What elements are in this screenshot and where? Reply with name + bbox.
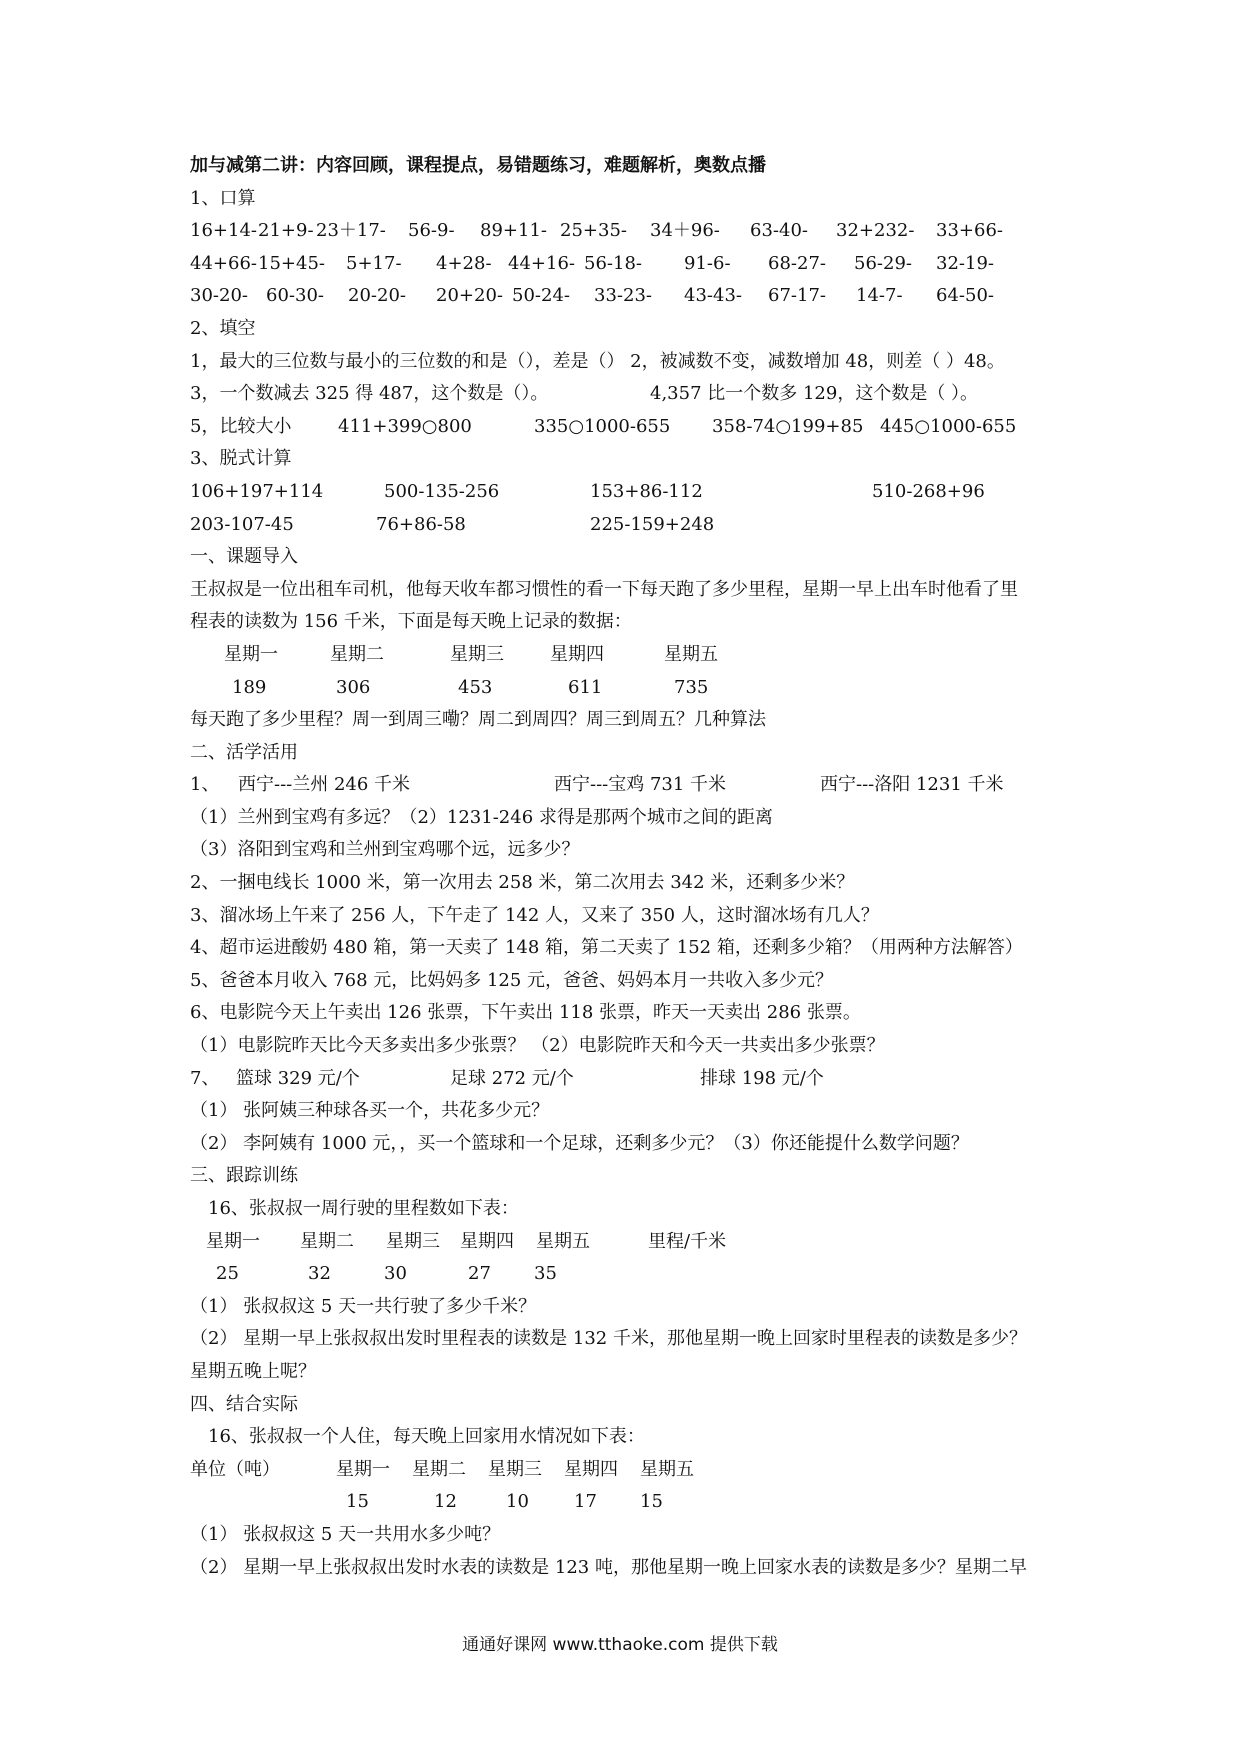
compare-label: 5，比较大小 bbox=[190, 415, 292, 437]
intro-paragraph: 王叔叔是一位出租车司机，他每天收车都习惯性的看一下每天跑了多少里程，星期一早上出车时他看了里 bbox=[190, 578, 1018, 600]
section-intro-heading: 一、课题导入 bbox=[190, 546, 298, 568]
page-title: 加与减第二讲：内容回顾，课程提点，易错题练习，难题解析，奥数点播 bbox=[190, 155, 766, 176]
oral-calc-item: 5+17- bbox=[346, 252, 402, 274]
distance-item: 西宁---兰州 246 千米 bbox=[238, 774, 411, 796]
question-text: （1）兰州到宝鸡有多远？（2）1231-246 求得是那两个城市之间的距离 bbox=[190, 806, 773, 828]
compare-item: 445○1000-655 bbox=[880, 415, 1017, 437]
section-fill-blank-heading: 2、填空 bbox=[190, 317, 256, 339]
question-text: （2） 李阿姨有 1000 元，，买一个篮球和一个足球，还剩多少元？（3）你还能提什么数学问题？ bbox=[190, 1132, 969, 1154]
day-label: 星期二 bbox=[330, 643, 384, 665]
question-text: （1）电影院昨天比今天多卖出多少张票？ （2）电影院昨天和今天一共卖出多少张票？ bbox=[190, 1035, 885, 1057]
table-header: 星期三 bbox=[488, 1458, 542, 1480]
oral-calc-item: 20-20- bbox=[348, 285, 406, 307]
mileage-values-row bbox=[190, 1258, 1090, 1291]
odometer-value: 453 bbox=[458, 676, 493, 698]
table-header: 星期四 bbox=[460, 1230, 514, 1252]
real-life-intro: 16、张叔叔一个人住，每天晚上回家用水情况如下表： bbox=[208, 1426, 645, 1448]
oral-calc-item: 91-6- bbox=[684, 252, 731, 274]
table-header: 星期二 bbox=[412, 1458, 466, 1480]
fill-blank-q4: 4,357 比一个数多 129，这个数是（ ）。 bbox=[650, 383, 979, 405]
step-calc-item: 225-159+248 bbox=[590, 513, 715, 535]
section-oral-calc-heading: 1、口算 bbox=[190, 187, 256, 209]
footer-source: 通通好课网 www.tthaoke.com 提供下载 bbox=[462, 1635, 778, 1655]
oral-calc-item: 34＋96- bbox=[650, 220, 720, 242]
distance-row bbox=[190, 769, 1090, 802]
odometer-value: 735 bbox=[674, 676, 709, 698]
table-cell: 12 bbox=[434, 1491, 457, 1513]
step-calc-item: 510-268+96 bbox=[872, 480, 985, 502]
oral-calc-item: 32+232- bbox=[836, 220, 915, 242]
water-header-row bbox=[190, 1454, 1090, 1487]
oral-calc-item: 15+45- bbox=[258, 252, 325, 274]
step-calc-item: 500-135-256 bbox=[384, 480, 500, 502]
fill-blank-q3: 3，一个数减去 325 得 487，这个数是（）。 bbox=[190, 383, 549, 405]
oral-calc-item: 44+66- bbox=[190, 252, 257, 274]
odometer-values-row bbox=[190, 672, 1090, 705]
oral-calc-item: 60-30- bbox=[266, 285, 324, 307]
question-number: 1、 bbox=[190, 774, 220, 796]
practice-intro: 16、张叔叔一周行驶的里程数如下表： bbox=[208, 1198, 519, 1219]
table-header: 单位（吨） bbox=[190, 1458, 280, 1480]
odometer-value: 189 bbox=[232, 676, 267, 698]
oral-calc-item: 56-9- bbox=[408, 220, 455, 242]
table-cell: 32 bbox=[308, 1263, 331, 1285]
ball-price-row bbox=[190, 1063, 1090, 1096]
table-cell: 10 bbox=[506, 1491, 529, 1513]
oral-calc-item: 44+16- bbox=[508, 252, 575, 274]
section-real-life-heading: 四、结合实际 bbox=[190, 1393, 298, 1415]
table-header: 里程/千米 bbox=[648, 1230, 727, 1252]
section-practice-heading: 三、跟踪训练 bbox=[190, 1165, 298, 1187]
oral-calc-item: 56-18- bbox=[584, 252, 642, 274]
question-text: 5、爸爸本月收入 768 元，比妈妈多 125 元，爸爸、妈妈本月一共收入多少元？ bbox=[190, 969, 834, 991]
table-cell: 27 bbox=[468, 1263, 491, 1285]
oral-calc-item: 23＋17- bbox=[316, 220, 386, 242]
step-calc-item: 106+197+114 bbox=[190, 480, 324, 502]
step-calc-item: 203-107-45 bbox=[190, 513, 294, 535]
day-label: 星期五 bbox=[664, 643, 718, 665]
oral-calc-item: 89+11- bbox=[480, 220, 547, 242]
table-cell: 25 bbox=[216, 1263, 239, 1285]
oral-calc-item: 33-23- bbox=[594, 285, 652, 307]
compare-item: 335○1000-655 bbox=[534, 415, 671, 437]
mileage-header-row bbox=[190, 1226, 1090, 1259]
question-text: 6、电影院今天上午卖出 126 张票，下午卖出 118 张票，昨天一天卖出 286 张票。 bbox=[190, 1002, 861, 1024]
distance-item: 西宁---洛阳 1231 千米 bbox=[820, 774, 1004, 796]
question-text: 星期五晚上呢？ bbox=[190, 1360, 316, 1382]
question-text: （1） 张阿姨三种球各买一个，共花多少元？ bbox=[190, 1100, 550, 1122]
question-text: （2） 星期一早上张叔叔出发时水表的读数是 123 吨，那他星期一晚上回家水表的读数是多少？星期二早 bbox=[190, 1556, 1027, 1578]
step-calc-item: 76+86-58 bbox=[376, 513, 466, 535]
odometer-days-row bbox=[190, 639, 1090, 672]
question-text: （1） 张叔叔这 5 天一共用水多少吨？ bbox=[190, 1523, 501, 1545]
oral-calc-item: 63-40- bbox=[750, 220, 808, 242]
odometer-value: 611 bbox=[568, 676, 603, 698]
oral-calc-item: 50-24- bbox=[512, 285, 570, 307]
oral-calc-item: 21+9- bbox=[258, 220, 314, 242]
compare-row bbox=[190, 411, 1090, 444]
table-header: 星期一 bbox=[206, 1230, 260, 1252]
table-cell: 17 bbox=[574, 1491, 597, 1513]
price-item: 篮球 329 元/个 bbox=[236, 1067, 360, 1089]
question-text: （1） 张叔叔这 5 天一共行驶了多少千米？ bbox=[190, 1295, 537, 1317]
oral-calc-item: 33+66- bbox=[936, 220, 1003, 242]
oral-calc-item: 20+20- bbox=[436, 285, 503, 307]
worksheet bbox=[190, 150, 1090, 1584]
table-header: 星期五 bbox=[640, 1458, 694, 1480]
fill-blank-row bbox=[190, 378, 1090, 411]
question-text: 4、超市运进酸奶 480 箱，第一天卖了 148 箱，第二天卖了 152 箱，还剩多少箱？（用两种方法解答） bbox=[190, 937, 1023, 959]
oral-calc-row bbox=[190, 280, 1090, 313]
table-header: 星期二 bbox=[300, 1230, 354, 1252]
distance-item: 西宁---宝鸡 731 千米 bbox=[554, 774, 727, 796]
table-cell: 30 bbox=[384, 1263, 407, 1285]
oral-calc-item: 30-20- bbox=[190, 285, 248, 307]
table-header: 星期四 bbox=[564, 1458, 618, 1480]
table-cell: 15 bbox=[346, 1491, 369, 1513]
oral-calc-item: 32-19- bbox=[936, 252, 994, 274]
oral-calc-item: 4+28- bbox=[436, 252, 492, 274]
table-header: 星期一 bbox=[336, 1458, 390, 1480]
intro-question: 每天跑了多少里程？周一到周三嘞？周二到周四？周三到周五？几种算法 bbox=[190, 709, 766, 731]
oral-calc-item: 14-7- bbox=[856, 285, 903, 307]
oral-calc-item: 43-43- bbox=[684, 285, 742, 307]
section-apply-heading: 二、活学活用 bbox=[190, 741, 298, 763]
intro-paragraph: 程表的读数为 156 千米，下面是每天晚上记录的数据： bbox=[190, 611, 632, 633]
oral-calc-item: 25+35- bbox=[560, 220, 627, 242]
oral-calc-item: 68-27- bbox=[768, 252, 826, 274]
day-label: 星期四 bbox=[550, 643, 604, 665]
water-values-row bbox=[190, 1486, 1090, 1519]
day-label: 星期三 bbox=[450, 643, 504, 665]
oral-calc-item: 67-17- bbox=[768, 285, 826, 307]
odometer-value: 306 bbox=[336, 676, 371, 698]
question-text: （3）洛阳到宝鸡和兰州到宝鸡哪个远，远多少？ bbox=[190, 839, 580, 861]
question-text: 2、一捆电线长 1000 米，第一次用去 258 米，第二次用去 342 米，还剩多少米？ bbox=[190, 872, 855, 894]
table-header: 星期五 bbox=[536, 1230, 590, 1252]
table-cell: 35 bbox=[534, 1263, 557, 1285]
oral-calc-item: 64-50- bbox=[936, 285, 994, 307]
price-item: 足球 272 元/个 bbox=[450, 1067, 574, 1089]
question-text: 3、溜冰场上午来了 256 人，下午走了 142 人，又来了 350 人，这时溜冰场有几人？ bbox=[190, 904, 879, 926]
section-step-calc-heading: 3、脱式计算 bbox=[190, 448, 292, 470]
day-label: 星期一 bbox=[224, 643, 278, 665]
table-cell: 15 bbox=[640, 1491, 663, 1513]
oral-calc-row bbox=[190, 248, 1090, 281]
table-header: 星期三 bbox=[386, 1230, 440, 1252]
fill-blank-q1: 1，最大的三位数与最小的三位数的和是（），差是（） 2，被减数不变，减数增加 48，则差（ ）48。 bbox=[190, 350, 1005, 372]
oral-calc-item: 16+14- bbox=[190, 220, 257, 242]
price-item: 排球 198 元/个 bbox=[700, 1067, 824, 1089]
compare-item: 358-74○199+85 bbox=[712, 415, 864, 437]
step-calc-item: 153+86-112 bbox=[590, 480, 703, 502]
question-text: （2） 星期一早上张叔叔出发时里程表的读数是 132 千米，那他星期一晚上回家时里程表的读数是多少？ bbox=[190, 1328, 1027, 1350]
step-calc-row bbox=[190, 476, 1090, 509]
oral-calc-item: 56-29- bbox=[854, 252, 912, 274]
oral-calc-row bbox=[190, 215, 1090, 248]
compare-item: 411+399○800 bbox=[338, 415, 472, 437]
question-number: 7、 bbox=[190, 1067, 220, 1089]
step-calc-row bbox=[190, 509, 1090, 542]
